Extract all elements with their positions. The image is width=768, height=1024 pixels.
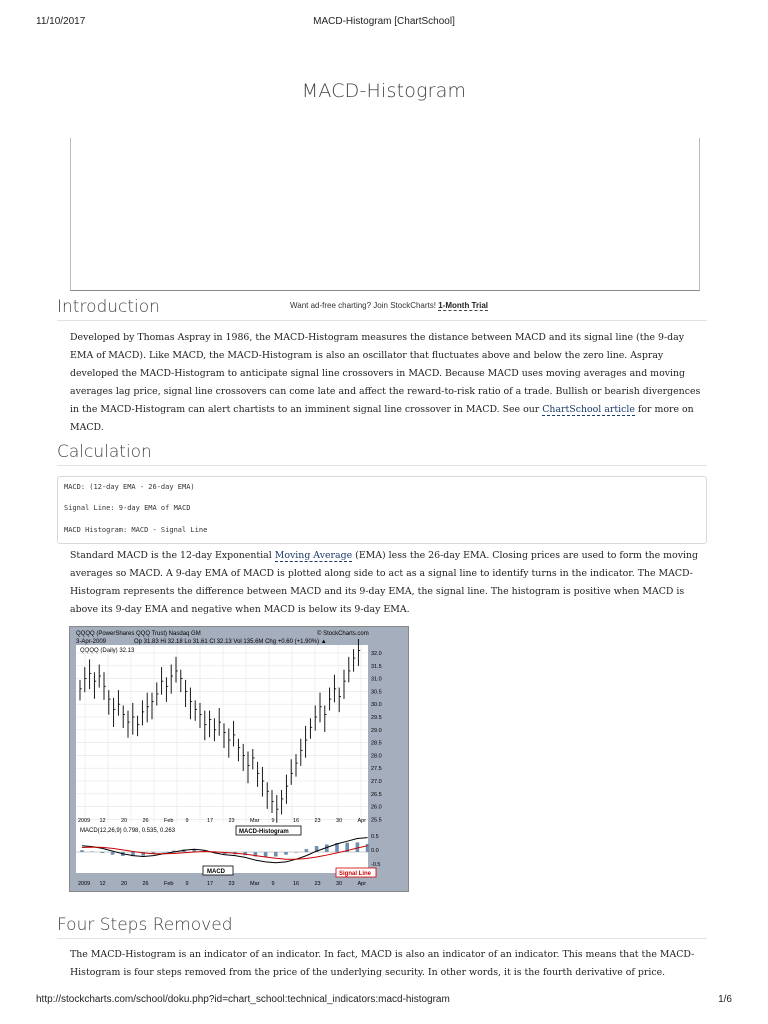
x-tick-label: 2009 [78,818,91,824]
print-date: 11/10/2017 [36,16,86,27]
x-tick-label: 30 [336,818,343,824]
x-tick-label: 9 [185,818,189,824]
introduction-paragraph [70,329,702,437]
histogram-bar [284,852,288,855]
chart-svg [70,627,408,891]
ad-message: Want ad-free charting? Join StockCharts! [290,301,436,310]
intro-text: Developed by Thomas Aspray in 1986, the MACD-Histogram measures the distance between MACD and its signal line (the 9-day EMA of MACD). Like MACD, the MACD-Histogram is also an oscillator that fluctuates above and below the zero line. Aspray developed the MACD-Histogram to anticipate signal line crossovers in MACD. Because MACD uses moving averages and moving averages lag price, signal line crossovers can come late and affect the reward-to-risk ratio of a trade. Bullish or bearish divergences in the MACD-Histogram can alert chartists to an imminent signal line crossover in MACD. See our [70,332,701,415]
divider [57,320,707,321]
x-tick-label: Feb [164,881,174,887]
x-tick-label: 26 [142,881,149,887]
price-tick-label: 30.0 [371,702,382,709]
x-tick-label: 23 [314,881,321,887]
calc-text-start: Standard MACD is the 12-day Exponential [70,550,272,561]
histogram-bar [80,850,84,852]
divider [57,465,707,466]
chart-date: 3-Apr-2009 [76,639,107,645]
price-tick-label: 31.5 [371,663,382,670]
price-tick-label: 28.0 [371,753,382,760]
ad-banner-frame [70,138,700,291]
calc-text-end: (EMA) less the 26-day EMA. Closing prices are used to form the moving averages so MACD. A 9-day EMA of MACD is plotted along side to act as a signal line to identify turns in the indicator. The MACD-Histogram represents the difference between MACD and its 9-day EMA, the signal line. The histogram is positive when MACD is above its 9-day EMA and negative when MACD is below its 9-day EMA. [70,550,699,615]
histogram-callout-text: MACD-Histogram [239,829,289,835]
histogram-bar [101,852,105,853]
histogram-bar [366,844,370,852]
price-tick-label: 28.5 [371,740,382,747]
qqqq-macd-histogram-chart [69,626,409,892]
x-tick-label: 17 [207,818,214,824]
x-tick-label: Apr [357,818,367,824]
x-tick-label: 9 [271,881,275,887]
chartschool-article-link[interactable]: ChartSchool article [542,404,635,415]
price-tick-label: 27.0 [371,779,382,785]
histogram-bar [111,852,115,855]
x-tick-label: 16 [293,818,300,824]
x-tick-label: 26 [142,818,149,824]
histogram-bar [90,851,94,852]
introduction-heading: Introduction [57,297,160,317]
price-tick-label: 26.5 [371,791,382,798]
price-label: QQQQ (Daily) 32.13 [80,648,135,654]
x-tick-label: 20 [121,818,128,824]
x-tick-label: 23 [314,818,321,824]
print-url: http://stockcharts.com/school/doku.php?id=chart_school:technical_indicators:macd-histogram [36,994,450,1005]
ad-text [290,301,488,310]
x-tick-label: 9 [271,818,275,824]
histogram-bar [264,852,268,857]
calculation-code-block [57,476,707,544]
print-doc-title: MACD-Histogram [ChartSchool] [313,16,455,27]
signal-callout-text: Signal Line [339,871,372,877]
price-tick-label: 26.0 [371,804,382,811]
trial-link[interactable]: 1-Month Trial [438,301,489,310]
price-tick-label: 27.5 [371,766,382,773]
macd-callout-text: MACD [207,869,225,875]
x-tick-label: 23 [228,818,235,824]
price-tick-label: 29.5 [371,715,382,721]
histogram-bar [274,852,278,857]
histogram-bar [356,842,360,852]
intro-text-end: for more on MACD. [70,404,694,433]
x-tick-label: Feb [164,818,174,824]
price-panel [76,645,368,839]
code-line: MACD: (12-day EMA - 26-day EMA) [64,483,195,491]
x-tick-label: 23 [228,881,235,887]
price-tick-label: 31.0 [371,676,382,683]
code-line: MACD Histogram: MACD - Signal Line [64,526,208,534]
price-tick-label: 25.5 [371,817,382,824]
page-title: MACD-Histogram [301,80,467,102]
chart-ohlc: Op 31.83 Hi 32.18 Lo 31.61 Cl 32.13 Vol 135.6M Chg +0.60 (+1.90%) ▲ [134,639,327,645]
x-tick-label: 20 [121,881,128,887]
price-tick-label: 29.0 [371,727,382,734]
calculation-paragraph [70,547,702,619]
histogram-bar [305,849,309,852]
x-tick-label: 12 [99,818,106,824]
histogram-bar [162,852,166,853]
four-steps-heading: Four Steps Removed [57,915,233,935]
x-tick-label: 2009 [78,881,91,887]
x-tick-label: Apr [357,881,367,887]
price-tick-label: 30.5 [371,689,382,696]
four-steps-paragraph: The MACD-Histogram is an indicator of an indicator. In fact, MACD is also an indicator of an indicator. This means that the MACD-Histogram is four steps removed from the price of the underlying security. In other words, it is the fourth derivative of price. [70,949,695,978]
x-tick-label: 9 [185,881,189,887]
macd-tick-label: 0.0 [371,848,379,854]
macd-tick-label: -0.5 [371,862,381,868]
macd-tick-label: 0.5 [371,834,379,840]
x-tick-label: Mar [250,818,260,824]
price-tick-label: 32.0 [371,651,382,657]
histogram-bar [294,852,298,853]
x-tick-label: Mar [250,881,260,887]
calculation-heading: Calculation [57,442,152,462]
print-page-number: 1/6 [718,994,732,1005]
chart-copyright: © StockCharts.com [317,631,369,637]
macd-label: MACD(12,26,9) 0.798, 0.535, 0.263 [80,828,176,834]
chart-symbol: QQQQ (PowerShares QQQ Trust) Nasdaq GM [76,631,201,637]
x-tick-label: 17 [207,881,214,887]
x-tick-label: 12 [99,881,106,887]
x-tick-label: 16 [293,881,300,887]
code-line: Signal Line: 9-day EMA of MACD [64,504,191,512]
divider [57,938,707,939]
moving-average-link[interactable]: Moving Average [274,550,353,561]
x-tick-label: 30 [336,881,343,887]
